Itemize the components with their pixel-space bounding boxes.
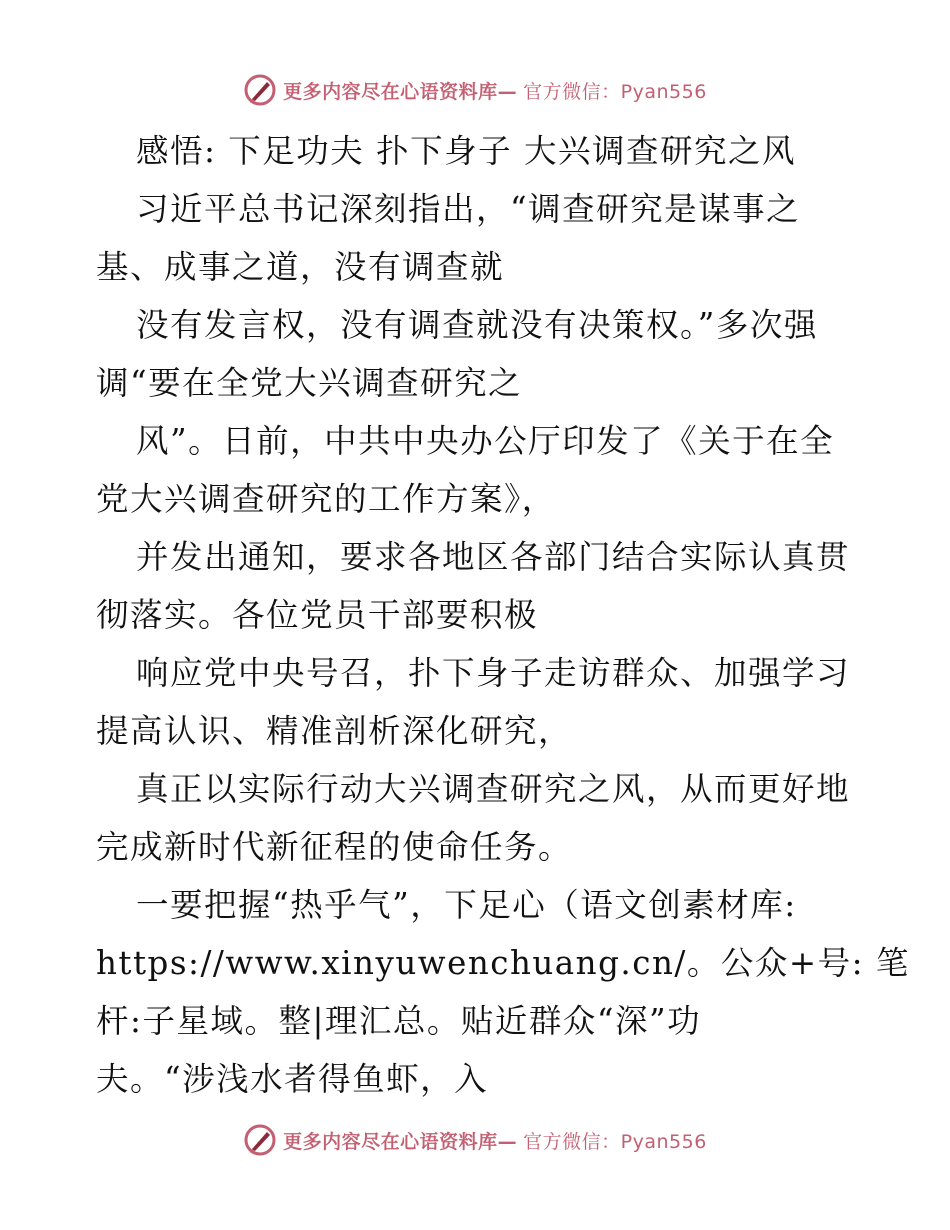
text-line: 并发出通知，要求各地区各部门结合实际认真贯 [136,538,851,576]
text-line: 风”。日前，中共中央办公厅印发了《关于在全 [136,422,835,460]
text-line: 提高认识、精准剖析深化研究， [96,712,573,750]
text-line: 一要把握“热乎气”，下足心（语文创素材库: [136,886,797,924]
text-line: 真正以实际行动大兴调查研究之风，从而更好地 [136,770,851,808]
watermark-text: 更多内容尽在心语资料库— [283,1130,518,1153]
text-line: 完成新时代新征程的使命任务。 [96,828,573,866]
footer-watermark [0,1120,950,1160]
text-line: 彻落实。各位党员干部要积极 [96,596,539,634]
pen-logo-icon [243,1123,277,1157]
header-watermark [0,70,950,110]
text-line: 调“要在全党大兴调查研究之 [96,364,523,402]
text-line: 党大兴调查研究的工作方案》， [96,480,556,518]
text-line: 感悟: 下足功夫 扑下身子 大兴调查研究之风 [136,132,796,170]
watermark-contact: 官方微信：Pyan556 [523,80,707,103]
text-line: 夫。“涉浅水者得鱼虾，入 [96,1060,489,1098]
text-line: 响应党中央号召，扑下身子走访群众、加强学习 [136,654,851,692]
watermark-text: 更多内容尽在心语资料库— [283,80,518,103]
text-line: 基、成事之道，没有调查就 [96,248,505,286]
text-line: 习近平总书记深刻指出，“调查研究是谋事之 [136,190,801,228]
document-body [96,122,910,1108]
watermark-contact: 官方微信：Pyan556 [523,1130,707,1153]
text-line: 没有发言权，没有调查就没有决策权。”多次强 [136,306,818,344]
text-line: https://www.xinyuwenchuang.cn/。公众+号: 笔 [96,944,910,982]
pen-logo-icon [243,73,277,107]
text-line: 杆:子星域。整|理汇总。贴近群众“深”功 [96,1002,702,1040]
